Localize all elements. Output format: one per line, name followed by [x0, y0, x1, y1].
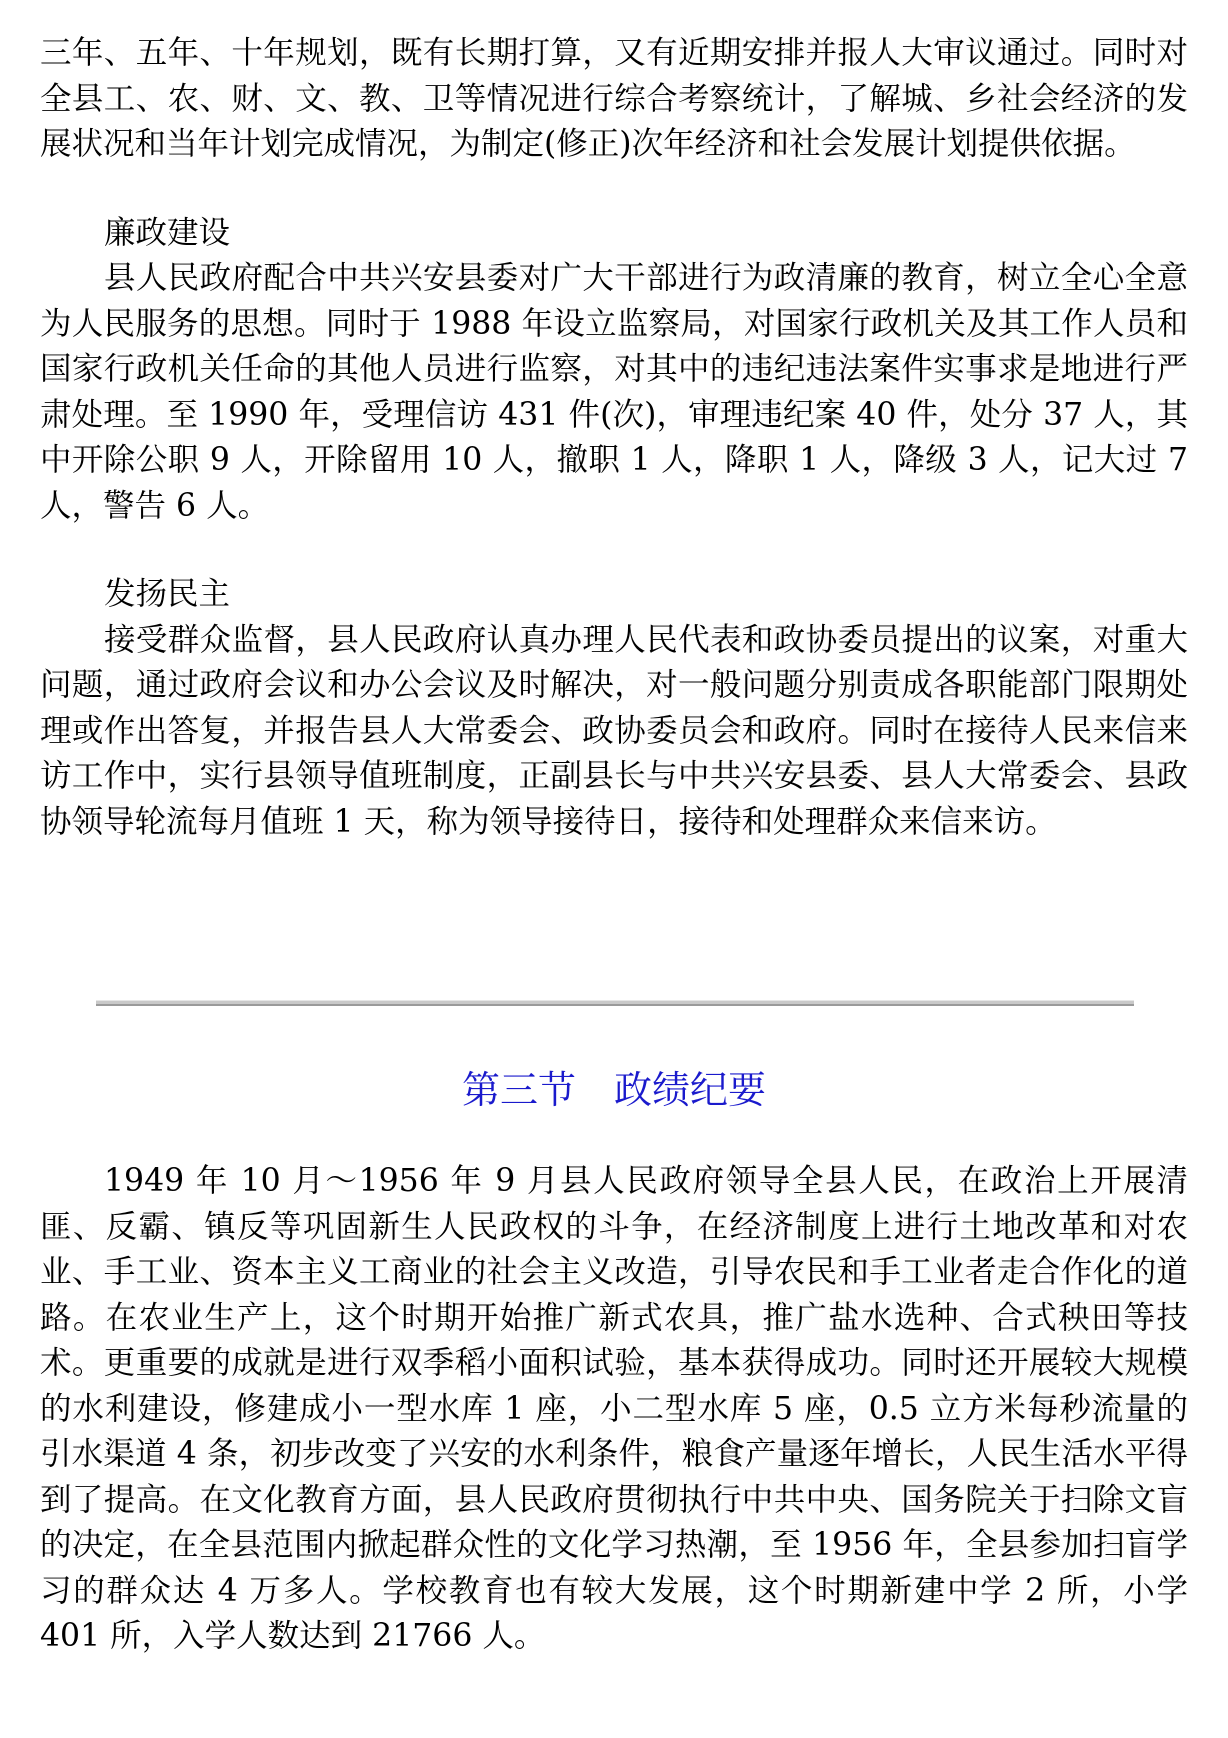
clean-government-paragraph: 县人民政府配合中共兴安县委对广大干部进行为政清廉的教育，树立全心全意为人民服务的思想。同时于 1988 年设立监察局，对国家行政机关及其工作人员和国家行政机关任命的其他人员进行监察，对其中的违纪违法案件实事求是地进行严肃处理。至 1990 年，受理信访 431 件(次)，审理违纪案 40 件，处分 37 人，其中开除公职 9 人，开除留用 10 人，撤职 1 人，降职 1 人，降级 3 人，记大过 7 人，警告 6 人。 — [40, 260, 1188, 524]
section-paragraph: 1949 年 10 月～1956 年 9 月县人民政府领导全县人民，在政治上开展清匪、反霸、镇反等巩固新生人民政权的斗争，在经济制度上进行土地改革和对农业、手工业、资本主义工商业的社会主义改造，引导农民和手工业者走合作化的道路。在农业生产上，这个时期开始推广新式农具，推广盐水选种、合式秧田等技术。更重要的成就是进行双季稻小面积试验，基本获得成功。同时还开展较大规模的水利建设，修建成小一型水库 1 座，小二型水库 5 座，0.5 立方米每秒流量的引水渠道 4 条，初步改变了兴安的水利条件，粮食产量逐年增长，人民生活水平得到了提高。在文化教育方面，县人民政府贯彻执行中共中央、国务院关于扫除文盲的决定，在全县范围内掀起群众性的文化学习热潮，至 1956 年，全县参加扫盲学习的群众达 4 万多人。学校教育也有较大发展，这个时期新建中学 2 所，小学 401 所，入学人数达到 21766 人。 — [40, 1163, 1188, 1654]
document-page — [40, 0, 1188, 845]
section-title: 第三节 政绩纪要 — [461, 1068, 766, 1112]
opening-paragraph: 三年、五年、十年规划，既有长期打算，又有近期安排并报人大审议通过。同时对全县工、农、财、文、教、卫等情况进行综合考察统计，了解城、乡社会经济的发展状况和当年计划完成情况，为制定(修正)次年经济和社会发展计划提供依据。 — [40, 35, 1188, 162]
section-body — [40, 1159, 1188, 1660]
section-divider — [96, 1000, 1134, 1006]
clean-government-heading: 廉政建设 — [104, 214, 231, 251]
democracy-heading: 发扬民主 — [104, 576, 231, 612]
democracy-paragraph: 接受群众监督，县人民政府认真办理人民代表和政协委员提出的议案，对重大问题，通过政府会议和办公会议及时解决，对一般问题分别责成各职能部门限期处理或作出答复，并报告县人大常委会、政协委员会和政府。同时在接待人民来信来访工作中，实行县领导值班制度，正副县长与中共兴安县委、县人大常委会、县政协领导轮流每月值班 1 天，称为领导接待日，接待和处理群众来信来访。 — [40, 621, 1188, 840]
